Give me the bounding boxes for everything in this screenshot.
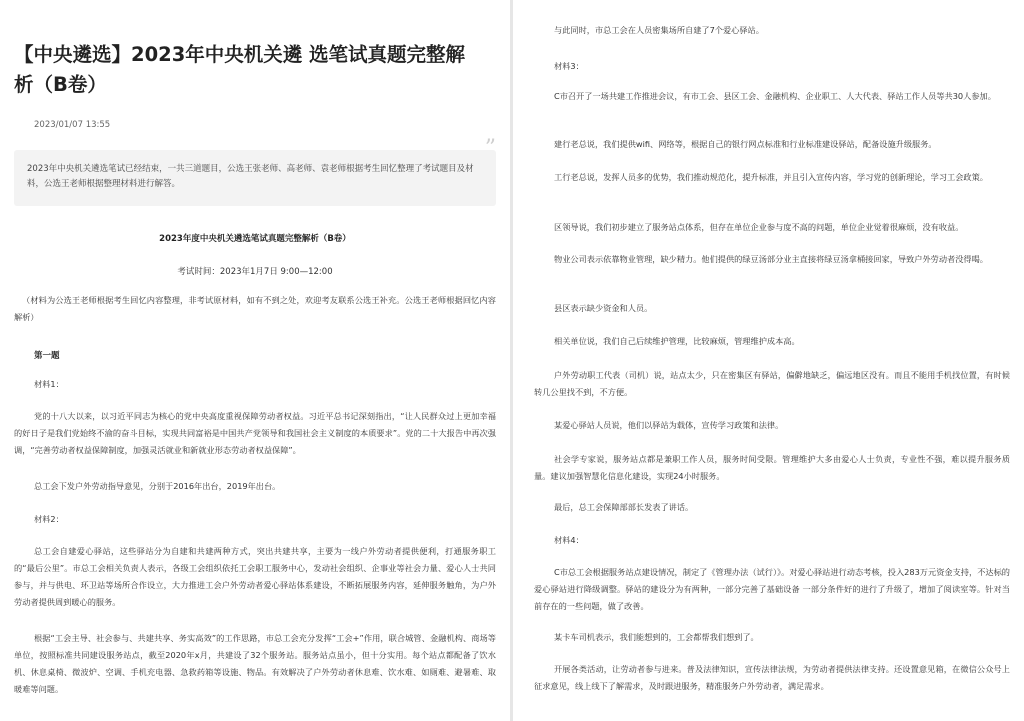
paragraph: 区领导说，我们初步建立了服务站点体系，但存在单位企业参与度不高的问题，单位企业觉着很麻烦，没有收益。 — [554, 222, 964, 232]
paragraph: 建行老总说，我们提供wifi、网络等，根据自己的银行网点标准和行业标准建设驿站，配备设施升级服务。 — [554, 139, 937, 149]
right-page[interactable] — [513, 0, 1024, 721]
quote-icon: ” — [484, 136, 496, 161]
paragraph: 总工会下发户外劳动指导意见，分别于2016年出台，2019年出台。 — [34, 481, 281, 491]
exam-time: 考试时间：2023年1月7日 9:00—12:00 — [177, 267, 333, 277]
source-note: （材料为公选王老师根据考生回忆内容整理，非考试原材料，如有不到之处，欢迎考友联系公选王补充。公选王老师根据回忆内容解析） — [14, 295, 496, 322]
paragraph: C市总工会根据服务站点建设情况，制定了《管理办法（试行）》。对爱心驿站进行动态考核，投入283万元资金支持，不达标的爱心驿站进行降级调整。驿站的建设分为有两种，一部分完善了基础设备 一部分条件好的进行了升级了，增加了阅读室等。针对当前存在的一些问题，做了改善。 — [534, 567, 1010, 611]
paragraph: 物业公司表示依靠物业管理，缺少精力。他们提供的绿豆汤部分业主直接将绿豆汤拿桶接回家，导致户外劳动者没得喝。 — [554, 254, 988, 264]
paragraph: 开展各类活动，让劳动者参与进来。普及法律知识，宣传法律法规，为劳动者提供法律支持。还设置意见箱，在微信公众号上征求意见，线上线下了解需求，及时跟进服务，精准服务户外劳动者，满足需求。 — [534, 664, 1010, 691]
paragraph: C市召开了一场共建工作推进会议，有市工会、县区工会、金融机构、企业职工、人大代表、驿站工作人员等共30人参加。 — [554, 91, 996, 101]
paragraph: 某爱心驿站人员说，他们以驿站为载体，宣传学习政策和法律。 — [554, 420, 784, 430]
material-2-label: 材料2： — [34, 514, 64, 524]
paragraph: 县区表示缺少资金和人员。 — [554, 303, 653, 313]
material-4-label: 材料4： — [554, 535, 584, 545]
paragraph: 工行老总说，发挥人员多的优势，我们推动规范化，提升标准，并且引入宣传内容，学习党的创新理论，学习工会政策。 — [554, 172, 988, 182]
summary-box — [14, 150, 496, 206]
paragraph: 党的十八大以来，以习近平同志为核心的党中央高度重视保障劳动者权益。习近平总书记深刻指出，“让人民群众过上更加幸福的好日子是我们党始终不渝的奋斗目标，实现共同富裕是中国共产党领导和我国社会主义制度的本质要求”。党的二十大报告中再次强调，“完善劳动者权益保障制度，加强灵活就业和新就业形态劳动者权益保障”。 — [14, 411, 496, 455]
paragraph: 社会学专家说，服务站点都是兼职工作人员，服务时间受限。管理维护大多由爱心人士负责，专业性不强，难以提升服务质量。建议加强智慧化信息化建设，实现24小时服务。 — [534, 454, 1010, 481]
material-1-label: 材料1： — [34, 379, 64, 389]
article-title: 【中央遴选】2023年中央机关遴 选笔试真题完整解析（B卷） — [14, 43, 466, 96]
paragraph: 与此同时，市总工会在人员密集场所自建了7个爱心驿站。 — [554, 25, 764, 35]
section-heading-1: 第一题 — [34, 351, 60, 361]
summary-text: 2023年中央机关遴选笔试已经结束，一共三道题目，公选王张老师、高老师、袁老师根据考生回忆整理了考试题目及材料，公选王老师根据整理材料进行解答。 — [27, 164, 474, 189]
left-page[interactable] — [0, 0, 510, 721]
paragraph: 户外劳动职工代表（司机）说，站点太少，只在密集区有驿站，偏僻地缺乏，偏远地区没有。而且不能用手机找位置，有时候转几公里找不到，不方便。 — [534, 370, 1010, 397]
paragraph: 某卡车司机表示，我们能想到的，工会都帮我们想到了。 — [554, 632, 759, 642]
doc-heading: 2023年度中央机关遴选笔试真题完整解析（B卷） — [159, 234, 351, 244]
paragraph: 最后，总工会保障部部长发表了讲话。 — [554, 502, 694, 512]
article-date: 2023/01/07 13:55 — [34, 120, 111, 130]
paragraph: 根据“工会主导、社会参与、共建共享、务实高效”的工作思路，市总工会充分发挥“工会+”作用，联合城管、金融机构、商场等单位，按照标准共同建设服务站点，截至2020年x月，共建设了32个服务站。服务站点虽小，但十分实用。每个站点都配备了饮水机、休息桌椅、微波炉、空调、手机充电器、急救药箱等设施、物品。有效解决了户外劳动者休息难、饮水难、如厕难、避暑难、取暖难等问题。 — [14, 633, 496, 694]
material-3-label: 材料3： — [554, 61, 584, 71]
paragraph: 总工会自建爱心驿站，这些驿站分为自建和共建两种方式，突出共建共享，主要为一线户外劳动者提供便利，打通服务职工的“最后公里”。市总工会相关负责人表示，各级工会组织依托工会职工服务中心，发动社会组织、企事业等社会力量、爱心人士共同参与，并与供电、环卫站等场所合作设立，大力推进工会户外劳动者爱心驿站体系建设，不断拓展服务内容，延伸服务触角，为户外劳动者提供周到暖心的服务。 — [14, 546, 496, 607]
paragraph: 相关单位说，我们自己后续维护管理，比较麻烦，管理维护成本高。 — [554, 336, 800, 346]
